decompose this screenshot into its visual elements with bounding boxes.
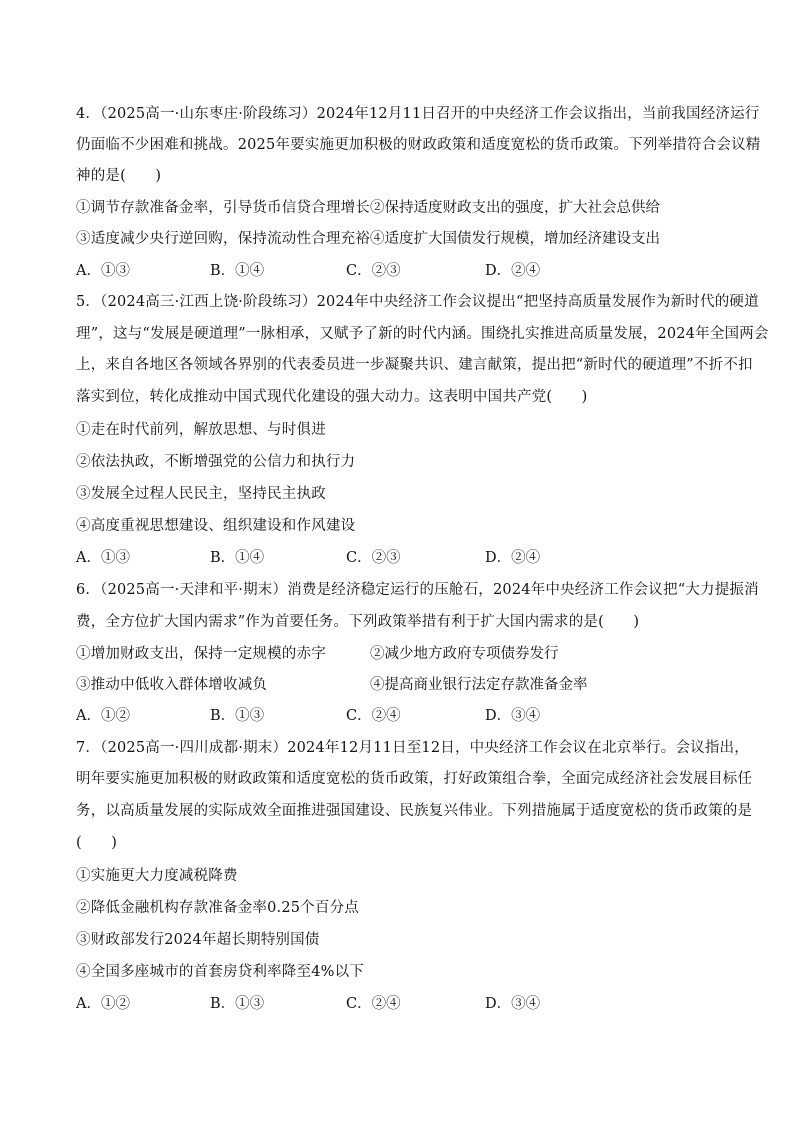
option-4: ④全国多座城市的首套房贷利率降至4%以下 xyxy=(76,964,365,980)
answer-choice-d: D．③④ xyxy=(485,996,541,1012)
question-stem-line: 7．（2025高一·四川成都·期末）2024年12月11日至12日，中央经济工作会议在北京举行。会议指出， xyxy=(76,740,749,756)
question-stem-line: 6．（2025高一·天津和平·期末）消费是经济稳定运行的压舱石，2024年中央经济工作会议把“大力提振消 xyxy=(76,582,759,598)
answer-choice-a: A．①② xyxy=(76,996,130,1012)
answer-choice-d: D．②④ xyxy=(485,550,541,566)
option-3: ③发展全过程人民民主，坚持民主执政 xyxy=(76,486,326,502)
question-stem-line: 理”，这与“发展是硬道理”一脉相承，又赋予了新的时代内涵。围绕扎实推进高质量发展，2024年全国两会 xyxy=(76,326,769,342)
answer-choice-b: B．①③ xyxy=(210,708,265,724)
question-stem-line: 神的是( ) xyxy=(76,168,162,184)
question-stem-line: 务，以高质量发展的实际成效全面推进强国建设、民族复兴伟业。下列措施属于适度宽松的货币政策的是 xyxy=(76,803,753,819)
answer-choice-a: A．①③ xyxy=(76,263,130,279)
answer-choice-c: C．②③ xyxy=(346,550,401,566)
question-stem-line: 5．（2024高三·江西上饶·阶段练习）2024年中央经济工作会议提出“把坚持高质量发展作为新时代的硬道 xyxy=(76,294,759,310)
answer-choice-a: A．①② xyxy=(76,708,130,724)
question-stem-line: 上，来自各地区各领域各界别的代表委员进一步凝聚共识、建言献策，提出把“新时代的硬道理”不折不扣 xyxy=(76,357,753,373)
option-1: ①调节存款准备金率，引导货币信贷合理增长 xyxy=(76,200,370,216)
option-1: ①走在时代前列，解放思想、与时俱进 xyxy=(76,422,326,438)
answer-choice-d: D．③④ xyxy=(485,708,541,724)
option-2: ②减少地方政府专项债券发行 xyxy=(370,646,559,662)
option-4: ④适度扩大国债发行规模，增加经济建设支出 xyxy=(370,231,660,247)
answer-choice-c: C．②④ xyxy=(346,708,401,724)
option-1: ①增加财政支出，保持一定规模的赤字 xyxy=(76,646,326,662)
option-3: ③适度减少央行逆回购，保持流动性合理充裕 xyxy=(76,231,370,247)
option-4: ④提高商业银行法定存款准备金率 xyxy=(370,677,588,693)
option-4: ④高度重视思想建设、组织建设和作风建设 xyxy=(76,518,356,534)
question-stem-line: 明年要实施更加积极的财政政策和适度宽松的货币政策，打好政策组合拳，全面完成经济社会发展目标任 xyxy=(76,771,753,787)
answer-choice-b: B．①④ xyxy=(210,263,265,279)
question-stem-line: 4．（2025高一·山东枣庄·阶段练习）2024年12月11日召开的中央经济工作会议指出，当前我国经济运行 xyxy=(76,106,760,122)
question-stem-line: 费，全方位扩大国内需求”作为首要任务。下列政策举措有利于扩大国内需求的是( ) xyxy=(76,614,640,630)
option-1: ①实施更大力度减税降费 xyxy=(76,868,238,884)
option-2: ②依法执政，不断增强党的公信力和执行力 xyxy=(76,454,356,470)
answer-choice-b: B．①③ xyxy=(210,996,265,1012)
option-3: ③财政部发行2024年超长期特别国债 xyxy=(76,932,320,948)
answer-choice-c: C．②④ xyxy=(346,996,401,1012)
answer-choice-c: C．②③ xyxy=(346,263,401,279)
question-stem-line: 仍面临不少困难和挑战。2025年要实施更加积极的财政政策和适度宽松的货币政策。下列举措符合会议精 xyxy=(76,137,761,153)
answer-choice-a: A．①③ xyxy=(76,550,130,566)
option-3: ③推动中低收入群体增收减负 xyxy=(76,677,268,693)
option-2: ②降低金融机构存款准备金率0.25个百分点 xyxy=(76,900,359,916)
question-stem-line: 落实到位，转化成推动中国式现代化建设的强大动力。这表明中国共产党( ) xyxy=(76,389,588,405)
option-2: ②保持适度财政支出的强度，扩大社会总供给 xyxy=(370,200,660,216)
answer-choice-b: B．①④ xyxy=(210,550,265,566)
question-stem-line: ( ) xyxy=(76,835,118,851)
answer-choice-d: D．②④ xyxy=(485,263,541,279)
